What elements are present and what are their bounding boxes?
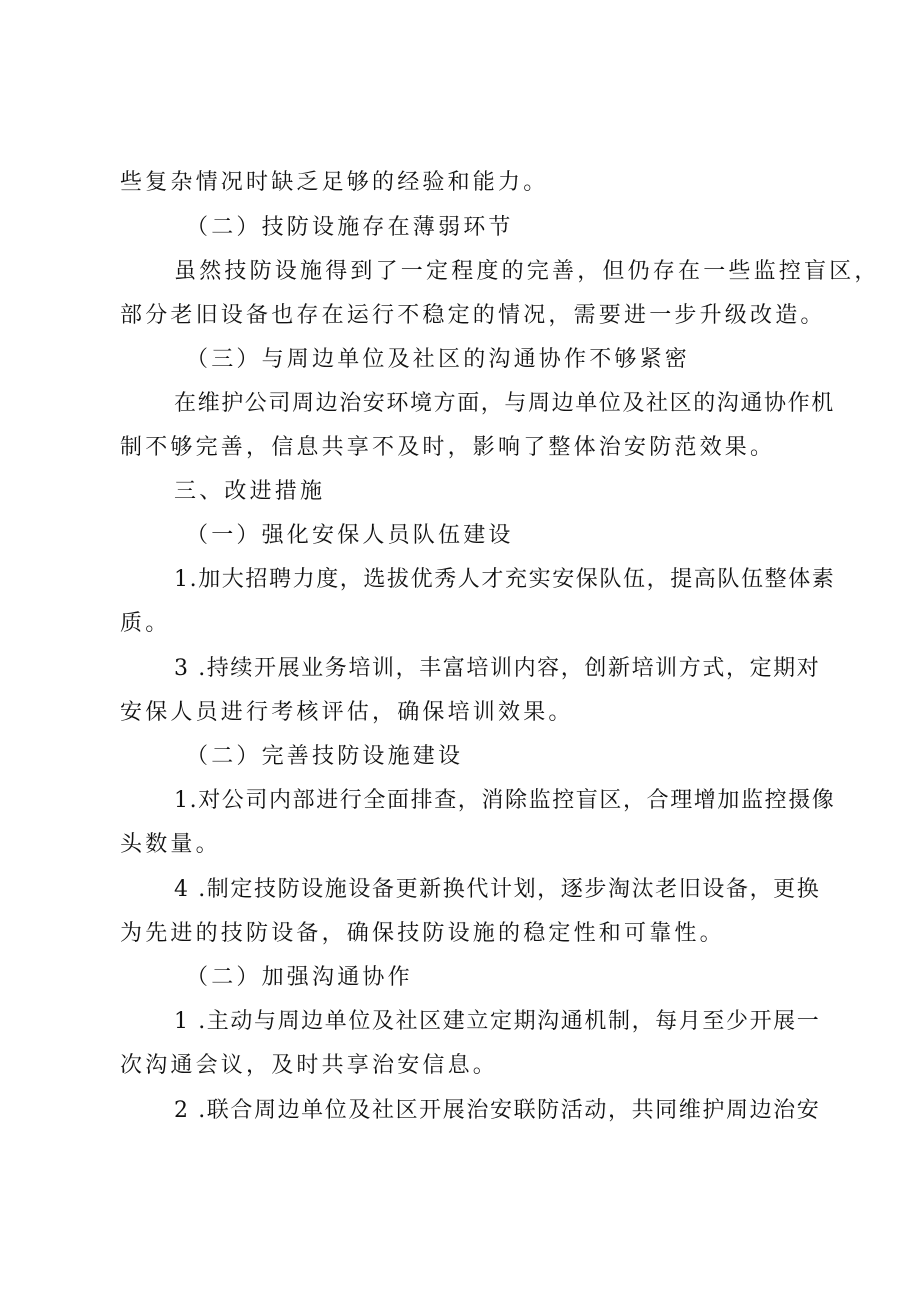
list-item-line: 为先进的技防设备，确保技防设施的稳定性和可靠性。 xyxy=(120,921,725,946)
list-item-line: 1 .主动与周边单位及社区建立定期沟通机制，每月至少开展一 xyxy=(174,1009,821,1034)
list-item-line: 3 .持续开展业务培训，丰富培训内容，创新培训方式，定期对 xyxy=(174,656,821,681)
list-item-line: 2 .联合周边单位及社区开展治安联防活动，共同维护周边治安 xyxy=(174,1098,821,1123)
paragraph-line: 部分老旧设备也存在运行不稳定的情况，需要进一步升级改造。 xyxy=(120,303,826,328)
subsection-heading: （二）加强沟通协作 xyxy=(186,965,413,990)
list-item-line: 4 .制定技防设施设备更新换代计划，逐步淘汰老旧设备，更换 xyxy=(174,877,821,902)
list-item-line: 1.对公司内部进行全面排查，消除监控盲区，合理增加监控摄像 xyxy=(174,788,836,813)
paragraph-line: 些复杂情况时缺乏足够的经验和能力。 xyxy=(120,170,549,195)
list-item-line: 次沟通会议，及时共享治安信息。 xyxy=(120,1053,499,1078)
list-item-line: 安保人员进行考核评估，确保培训效果。 xyxy=(120,700,574,725)
subsection-heading: （二）技防设施存在薄弱环节 xyxy=(186,215,514,240)
list-item-line: 头数量。 xyxy=(120,832,221,857)
paragraph-line: 虽然技防设施得到了一定程度的完善，但仍存在一些监控盲区， xyxy=(174,259,880,284)
list-item-line: 质。 xyxy=(120,611,171,636)
paragraph-line: 制不够完善，信息共享不及时，影响了整体治安防范效果。 xyxy=(120,435,776,460)
subsection-heading: （二）完善技防设施建设 xyxy=(186,744,464,769)
subsection-heading: （一）强化安保人员队伍建设 xyxy=(186,523,514,548)
section-heading: 三、改进措施 xyxy=(174,479,326,504)
paragraph-line: 在维护公司周边治安环境方面，与周边单位及社区的沟通协作机 xyxy=(174,391,835,416)
list-item-line: 1.加大招聘力度，选拔优秀人才充实安保队伍，提高队伍整体素 xyxy=(174,567,836,592)
subsection-heading: （三）与周边单位及社区的沟通协作不够紧密 xyxy=(186,347,691,372)
